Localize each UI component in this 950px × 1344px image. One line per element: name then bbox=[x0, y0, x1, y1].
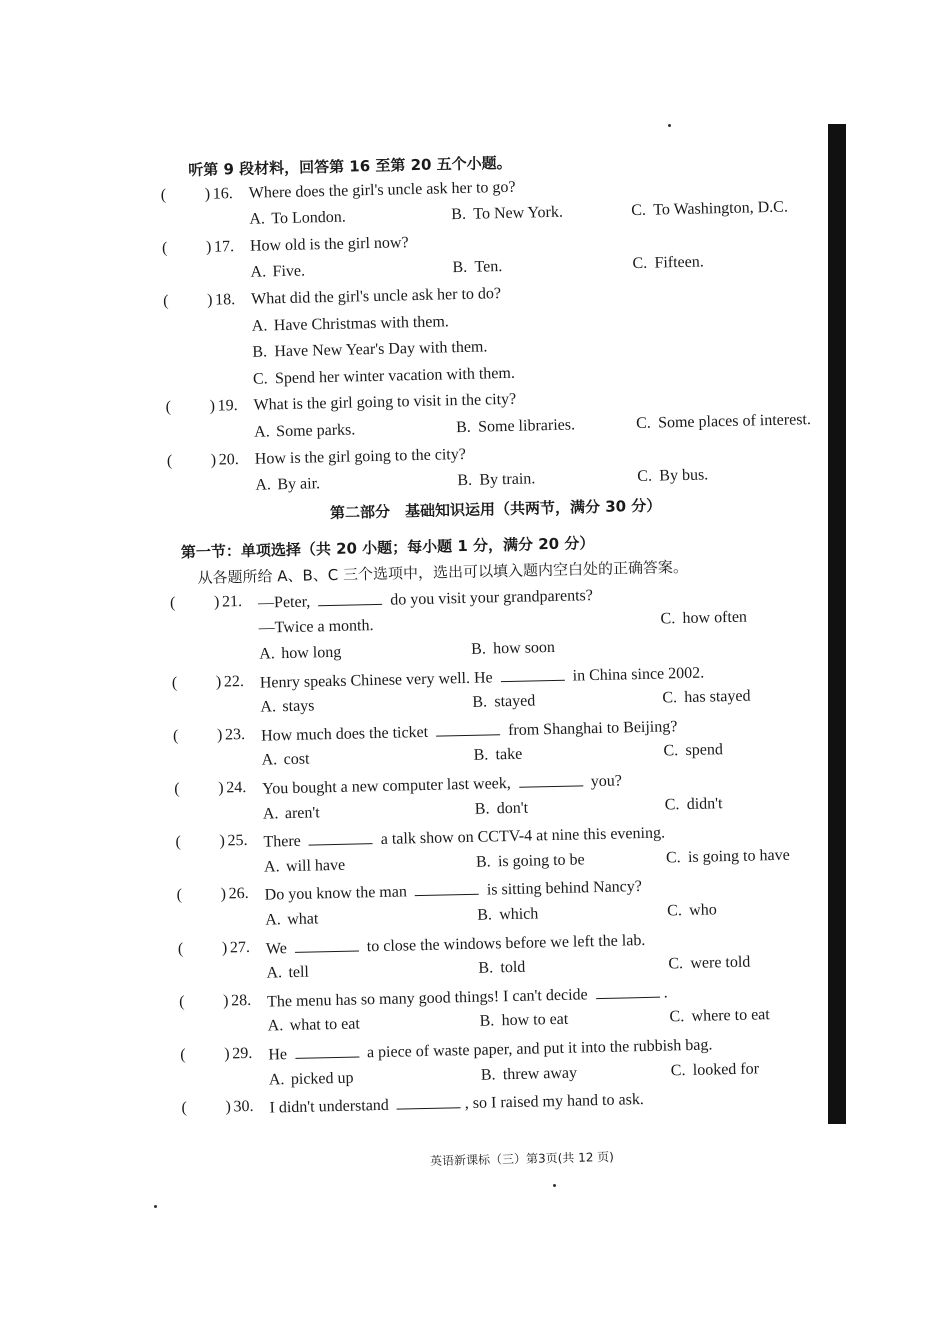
option-letter: A. bbox=[262, 804, 279, 823]
answer-blank[interactable] bbox=[165, 398, 217, 399]
question-text-after: . bbox=[663, 984, 668, 1002]
answer-blank[interactable] bbox=[178, 939, 230, 940]
option-letter: B. bbox=[478, 959, 494, 977]
answer-blank[interactable] bbox=[162, 238, 214, 239]
option-text: By air. bbox=[277, 475, 321, 494]
question-text-before: There bbox=[263, 832, 306, 851]
option-text: how to eat bbox=[501, 1011, 569, 1030]
option-b[interactable] bbox=[479, 1011, 568, 1031]
question-number: 26. bbox=[228, 885, 249, 903]
option-text: is going to have bbox=[687, 846, 790, 866]
option-a[interactable] bbox=[261, 751, 309, 770]
scan-speck bbox=[553, 1184, 556, 1187]
question-text-before: He bbox=[268, 1046, 292, 1064]
option-a[interactable] bbox=[265, 910, 319, 929]
question-text: Where does the girl's uncle ask her to go? bbox=[248, 178, 516, 202]
listening-header: 听第 9 段材料，回答第 16 至第 20 五个小题。 bbox=[188, 153, 512, 180]
question-number: 23. bbox=[224, 725, 246, 744]
question-text-before: Henry speaks Chinese very well. He bbox=[259, 668, 497, 692]
option-b[interactable] bbox=[478, 959, 525, 978]
fill-blank bbox=[295, 1042, 359, 1058]
option-letter: A. bbox=[267, 1017, 284, 1035]
option-c[interactable] bbox=[631, 199, 788, 221]
question-text-after: do you visit your grandparents? bbox=[386, 586, 594, 609]
answer-blank[interactable] bbox=[173, 726, 225, 727]
option-letter: C. bbox=[665, 848, 681, 867]
question-number: 24. bbox=[226, 779, 247, 797]
option-b[interactable] bbox=[481, 1064, 578, 1084]
option-letter: C. bbox=[662, 689, 678, 707]
option-b[interactable] bbox=[451, 204, 563, 225]
question-text: What did the girl's uncle ask her to do? bbox=[250, 285, 502, 308]
option-a[interactable] bbox=[260, 698, 314, 717]
option-letter: B. bbox=[452, 259, 468, 277]
option-c[interactable] bbox=[636, 411, 811, 433]
question-text: What is the girl going to visit in the city? bbox=[253, 391, 517, 415]
option-text: were told bbox=[690, 953, 751, 973]
question-text-before: —Peter, bbox=[257, 593, 315, 612]
page-footer: 英语新课标（三）第3页(共 12 页) bbox=[429, 1149, 615, 1169]
question-number: 21. bbox=[221, 592, 243, 611]
option-text: what bbox=[287, 910, 319, 929]
option-letter: C. bbox=[631, 201, 647, 220]
option-letter: A. bbox=[250, 263, 267, 282]
question-number: 18. bbox=[215, 291, 236, 309]
question-text-after: you? bbox=[586, 772, 623, 791]
option-text: spend bbox=[685, 741, 724, 760]
answer-blank[interactable] bbox=[175, 833, 227, 834]
option-letter: A. bbox=[255, 476, 272, 494]
option-text: To Washington, D.C. bbox=[653, 198, 789, 219]
option-c[interactable] bbox=[637, 467, 708, 487]
option-a[interactable] bbox=[259, 644, 341, 664]
option-text: who bbox=[688, 901, 717, 919]
question-number: 29. bbox=[232, 1044, 253, 1063]
option-text: Some places of interest. bbox=[657, 411, 812, 432]
option-letter: A. bbox=[268, 1070, 285, 1089]
option-text: To New York. bbox=[473, 203, 564, 223]
option-text: how soon bbox=[492, 639, 556, 658]
option-letter: B. bbox=[457, 471, 473, 490]
option-letter: B. bbox=[252, 343, 268, 361]
question-text-before: You bought a new computer last week, bbox=[262, 774, 515, 798]
option-letter: B. bbox=[479, 1012, 495, 1031]
option-letter: A. bbox=[260, 698, 277, 716]
option-letter: A. bbox=[254, 423, 270, 441]
option-text: picked up bbox=[290, 1069, 354, 1088]
option-text: didn't bbox=[686, 794, 723, 813]
option-letter: B. bbox=[470, 640, 487, 658]
answer-blank[interactable] bbox=[167, 451, 219, 452]
question-text: How is the girl going to the city? bbox=[254, 445, 467, 468]
fill-blank bbox=[318, 590, 382, 606]
option-c[interactable] bbox=[666, 847, 790, 868]
option-text: looked for bbox=[692, 1060, 760, 1079]
option-text: Spend her winter vacation with them. bbox=[274, 364, 516, 387]
fill-blank bbox=[397, 1093, 461, 1109]
option-text: threw away bbox=[502, 1064, 578, 1083]
option-letter: C. bbox=[637, 467, 653, 486]
option-b[interactable] bbox=[472, 693, 535, 712]
option-letter: C. bbox=[668, 955, 684, 973]
option-text: Ten. bbox=[474, 258, 503, 277]
option-b[interactable] bbox=[456, 416, 575, 437]
question-text-before: I didn't understand bbox=[269, 1096, 394, 1117]
option-letter: C. bbox=[666, 902, 683, 920]
answer-blank[interactable] bbox=[163, 292, 215, 293]
option-b[interactable] bbox=[477, 905, 539, 924]
option-text: aren't bbox=[284, 803, 320, 822]
option-c[interactable] bbox=[665, 795, 723, 814]
option-text: how often bbox=[682, 608, 748, 627]
answer-blank[interactable] bbox=[161, 185, 213, 186]
question-text-after: a piece of waste paper, and put it into the rubbish bag. bbox=[362, 1036, 713, 1062]
option-text: how long bbox=[281, 643, 342, 663]
option-a[interactable] bbox=[263, 804, 320, 823]
question-number: 22. bbox=[223, 672, 245, 691]
option-b[interactable] bbox=[475, 799, 529, 818]
option-a[interactable] bbox=[255, 475, 320, 494]
option-letter: A. bbox=[259, 645, 275, 663]
option-c[interactable] bbox=[632, 254, 704, 274]
option-a[interactable] bbox=[250, 263, 305, 282]
option-letter: B. bbox=[477, 906, 493, 924]
option-letter: A. bbox=[266, 964, 283, 982]
question-text-after: in China since 2002. bbox=[568, 664, 705, 685]
question-number: 25. bbox=[227, 832, 248, 850]
option-text: tell bbox=[288, 963, 310, 982]
option-a[interactable] bbox=[249, 209, 346, 229]
question-text-after: is sitting behind Nancy? bbox=[482, 878, 643, 900]
option-c[interactable] bbox=[669, 1007, 770, 1027]
option-text: will have bbox=[285, 856, 346, 875]
option-letter: C. bbox=[669, 1008, 685, 1026]
scan-speck bbox=[154, 1205, 157, 1208]
option-text: stays bbox=[282, 697, 315, 716]
option-text: Have Christmas with them. bbox=[273, 312, 450, 334]
answer-blank[interactable] bbox=[179, 992, 231, 993]
option-b[interactable] bbox=[457, 470, 535, 490]
option-b[interactable] bbox=[476, 851, 585, 871]
question-number: 27. bbox=[229, 938, 251, 957]
section-instruction: 从各题所给 A、B、C 三个选项中，选出可以填入题内空白处的正确答案。 bbox=[197, 558, 689, 588]
question-text-after: to close the windows before we left the lab. bbox=[362, 931, 646, 955]
option-letter: B. bbox=[480, 1065, 496, 1084]
fill-blank bbox=[436, 720, 500, 736]
fill-blank bbox=[500, 665, 564, 681]
option-letter: C. bbox=[635, 414, 651, 432]
option-text: don't bbox=[496, 799, 529, 817]
question-text-before: Do you know the man bbox=[264, 883, 412, 905]
option-c[interactable] bbox=[667, 901, 717, 920]
exam-content bbox=[150, 145, 852, 1127]
option-b[interactable] bbox=[473, 746, 522, 765]
option-text: is going to be bbox=[497, 851, 585, 871]
answer-blank[interactable] bbox=[172, 673, 224, 674]
option-text: Have New Year's Day with them. bbox=[274, 338, 488, 361]
fill-blank bbox=[295, 936, 359, 952]
option-letter: C. bbox=[252, 370, 268, 388]
option-letter: B. bbox=[455, 418, 472, 437]
answer-blank[interactable] bbox=[181, 1099, 233, 1100]
option-text: Five. bbox=[272, 262, 306, 281]
answer-blank[interactable] bbox=[177, 886, 229, 887]
option-letter: A. bbox=[261, 751, 278, 770]
option-a[interactable] bbox=[269, 1069, 354, 1089]
option-text: To London. bbox=[271, 208, 346, 228]
question-number: 30. bbox=[233, 1098, 254, 1116]
option-a[interactable] bbox=[252, 313, 449, 335]
question-text-after: from Shanghai to Beijing? bbox=[503, 718, 678, 739]
option-letter: C. bbox=[663, 742, 679, 760]
option-a[interactable] bbox=[254, 421, 355, 441]
fill-blank bbox=[519, 771, 583, 787]
option-text: which bbox=[499, 905, 539, 924]
part-title: 第二部分 基础知识运用（共两节，满分 30 分） bbox=[329, 496, 662, 522]
option-c[interactable] bbox=[662, 688, 751, 708]
question-text-after: , so I raised my hand to ask. bbox=[464, 1091, 645, 1113]
option-text: told bbox=[500, 958, 526, 977]
option-letter: A. bbox=[249, 210, 266, 228]
option-text: By train. bbox=[479, 470, 536, 489]
question-text-before: How much does the ticket bbox=[260, 723, 433, 745]
option-letter: C. bbox=[660, 609, 676, 628]
option-text: Fifteen. bbox=[654, 253, 704, 272]
option-a[interactable] bbox=[266, 964, 309, 983]
question-number: 16. bbox=[212, 184, 233, 203]
option-text: Some libraries. bbox=[477, 416, 576, 436]
question-text: How old is the girl now? bbox=[249, 233, 409, 255]
option-a[interactable] bbox=[264, 857, 345, 877]
option-letter: B. bbox=[474, 800, 490, 818]
question-number: 19. bbox=[217, 397, 238, 415]
option-letter: A. bbox=[251, 316, 268, 335]
option-text: where to eat bbox=[691, 1006, 770, 1026]
answer-blank[interactable] bbox=[170, 593, 222, 594]
dialogue-reply: —Twice a month. bbox=[258, 616, 374, 637]
option-c[interactable] bbox=[671, 1060, 760, 1080]
option-c[interactable] bbox=[663, 742, 723, 761]
option-text: Some parks. bbox=[276, 421, 356, 441]
question-text-before: The menu has so many good things! I can't decide bbox=[266, 986, 592, 1011]
option-text: cost bbox=[283, 751, 310, 769]
section-title: 第一节：单项选择（共 20 小题；每小题 1 分，满分 20 分） bbox=[180, 533, 595, 562]
question-text-before: We bbox=[265, 939, 292, 958]
option-letter: C. bbox=[632, 255, 648, 273]
question-number: 28. bbox=[230, 991, 252, 1010]
question-text-after: a talk show on CCTV-4 at nine this evening. bbox=[376, 824, 666, 849]
fill-blank bbox=[415, 880, 479, 896]
option-letter: A. bbox=[263, 858, 280, 876]
option-b[interactable] bbox=[452, 258, 502, 277]
option-letter: C. bbox=[664, 795, 680, 814]
option-letter: B. bbox=[473, 746, 489, 765]
option-letter: C. bbox=[670, 1061, 686, 1080]
option-c[interactable] bbox=[660, 608, 747, 628]
option-c[interactable] bbox=[668, 954, 750, 974]
fill-blank bbox=[595, 982, 659, 998]
option-b[interactable] bbox=[471, 639, 555, 659]
scan-speck bbox=[668, 124, 671, 127]
question-number: 17. bbox=[213, 237, 235, 256]
fill-blank bbox=[309, 829, 373, 845]
option-letter: B. bbox=[472, 693, 488, 712]
option-text: take bbox=[495, 746, 523, 764]
option-a[interactable] bbox=[267, 1016, 360, 1036]
option-text: what to eat bbox=[289, 1015, 361, 1035]
option-letter: B. bbox=[451, 206, 467, 224]
option-letter: B. bbox=[475, 853, 491, 871]
question-number: 20. bbox=[218, 450, 240, 469]
option-text: has stayed bbox=[684, 687, 751, 707]
answer-blank[interactable] bbox=[180, 1045, 232, 1046]
option-text: stayed bbox=[494, 692, 536, 711]
option-text: By bus. bbox=[659, 466, 709, 485]
answer-blank[interactable] bbox=[174, 779, 226, 780]
option-letter: A. bbox=[265, 911, 282, 929]
